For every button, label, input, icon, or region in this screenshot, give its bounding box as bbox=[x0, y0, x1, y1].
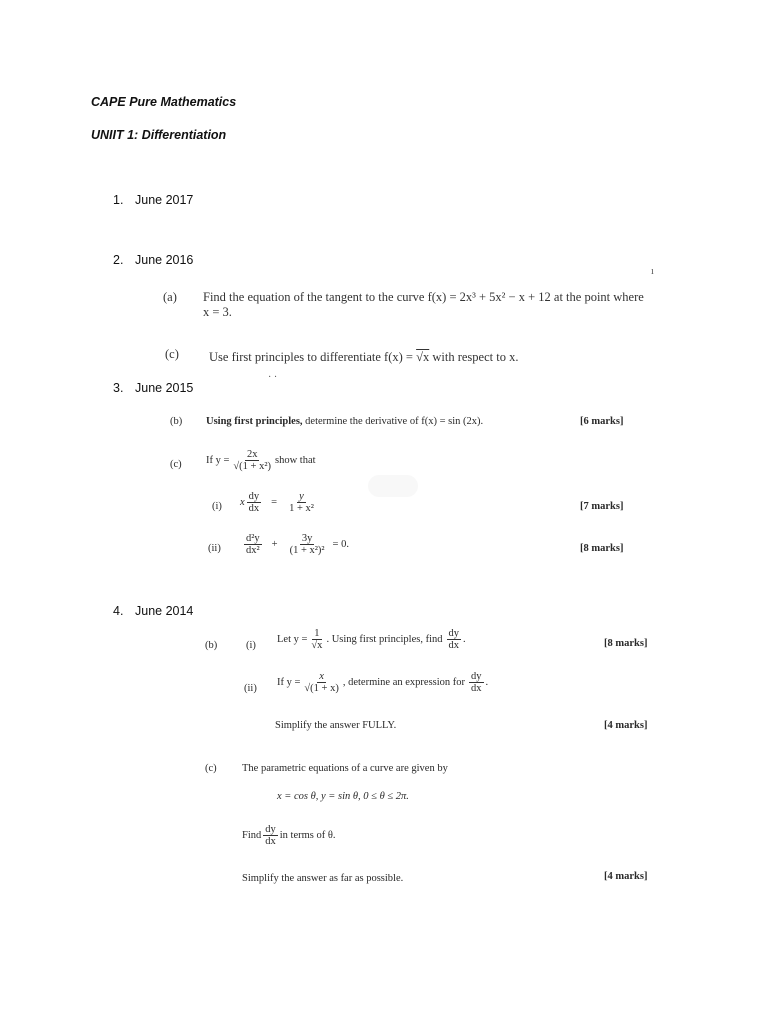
q2015-ci-label: (i) bbox=[212, 501, 222, 512]
q2015-cii-equation bbox=[242, 533, 349, 556]
q2014-c-find-post: in terms of θ. bbox=[279, 830, 336, 842]
fraction-numerator: 1 bbox=[314, 628, 320, 639]
q2014-c-equations: x = cos θ, y = sin θ, 0 ≤ θ ≤ 2π. bbox=[277, 791, 409, 802]
scan-speck: ı bbox=[651, 266, 654, 277]
fraction-denominator: 1 + x² bbox=[289, 503, 314, 515]
q2015-c-show: show that bbox=[275, 455, 316, 467]
q2016-c-pre: Use first principles to differentiate f(x) = bbox=[209, 350, 417, 364]
section-number: 2. bbox=[113, 253, 124, 267]
document-title: CAPE Pure Mathematics bbox=[91, 95, 237, 109]
q2014-bii-if: If y = bbox=[277, 677, 301, 689]
fraction-denominator: dx bbox=[265, 836, 276, 848]
q2014-bi-let: Let y = bbox=[277, 634, 308, 646]
q2015-ci-equation bbox=[240, 491, 318, 514]
q2014-bii-label: (ii) bbox=[244, 683, 257, 694]
scan-smudge bbox=[368, 475, 418, 497]
q2014-c-text: The parametric equations of a curve are given by bbox=[242, 763, 448, 774]
q2014-c-label: (c) bbox=[205, 763, 217, 774]
q2015-b-bold: Using first principles, bbox=[206, 416, 303, 427]
q2014-simplify: Simplify the answer FULLY. bbox=[275, 720, 397, 731]
fraction-numerator: dy bbox=[248, 491, 260, 502]
fraction bbox=[302, 671, 340, 694]
fraction-numerator: dy bbox=[265, 824, 276, 835]
q2016-a-line1: Find the equation of the tangent to the curve f(x) = 2x³ + 5x² − x + 12 at the point where bbox=[203, 290, 644, 304]
section-number: 1. bbox=[113, 193, 124, 207]
q2015-b-text bbox=[206, 416, 483, 427]
q2015-b-rest: determine the derivative of f(x) = sin (2x). bbox=[302, 416, 484, 427]
fraction-denominator: √x bbox=[311, 640, 323, 652]
q2015-b-label: (b) bbox=[170, 416, 183, 427]
fraction-denominator: dx bbox=[448, 640, 460, 652]
q2014-bii-body: , determine an expression for bbox=[342, 677, 466, 689]
fraction-denominator: √(1 + x²) bbox=[233, 461, 271, 473]
fraction-numerator: dy bbox=[471, 671, 482, 682]
q2016-a-label: (a) bbox=[163, 290, 177, 304]
derivative-fraction bbox=[469, 671, 484, 694]
fraction-numerator: dy bbox=[448, 628, 460, 639]
fraction-numerator: x bbox=[319, 671, 324, 682]
fraction bbox=[231, 449, 273, 472]
fraction-numerator: 3y bbox=[301, 533, 313, 544]
period: . bbox=[463, 634, 466, 646]
derivative-fraction bbox=[247, 491, 262, 514]
section-heading-2014 bbox=[113, 604, 193, 618]
section-heading-2015 bbox=[113, 381, 193, 395]
q2016-c-post: with respect to x. bbox=[429, 350, 519, 364]
fraction bbox=[287, 491, 316, 514]
q2015-cii-label: (ii) bbox=[208, 543, 221, 554]
q2016-c-text bbox=[209, 350, 518, 365]
plus-sign: + bbox=[271, 539, 278, 551]
fraction-numerator: y bbox=[299, 491, 304, 502]
q2014-bi-label: (i) bbox=[246, 640, 256, 651]
q2014-bi-text bbox=[277, 628, 466, 651]
q2014-simplify-marks: [4 marks] bbox=[604, 720, 648, 731]
q2015-ci-marks: [7 marks] bbox=[580, 501, 624, 512]
section-label: June 2015 bbox=[135, 381, 194, 395]
section-heading-2016 bbox=[113, 253, 193, 267]
q2015-c-label: (c) bbox=[170, 459, 182, 470]
section-number: 3. bbox=[113, 381, 124, 395]
fraction-denominator: (1 + x²)² bbox=[289, 545, 325, 557]
q2014-c-find-pre: Find bbox=[242, 830, 262, 842]
q2015-b-marks: [6 marks] bbox=[580, 416, 624, 427]
q2015-cii-marks: [8 marks] bbox=[580, 543, 624, 554]
section-label: June 2014 bbox=[135, 604, 194, 618]
equals-zero: = 0. bbox=[332, 539, 349, 551]
period: . bbox=[485, 677, 489, 689]
q2015-c-if: If y = bbox=[206, 455, 230, 467]
derivative-fraction bbox=[244, 533, 262, 556]
q2015-c-stem bbox=[206, 449, 316, 472]
fraction bbox=[309, 628, 324, 651]
q2016-c-root: √x bbox=[416, 350, 430, 364]
q2014-c-marks: [4 marks] bbox=[604, 871, 648, 882]
section-label: June 2016 bbox=[135, 253, 194, 267]
unit-heading: UNIIT 1: Differentiation bbox=[91, 128, 227, 142]
fraction-denominator: dx² bbox=[246, 545, 260, 557]
section-number: 4. bbox=[113, 604, 124, 618]
derivative-fraction bbox=[447, 628, 462, 651]
q2016-a-line2: x = 3. bbox=[203, 305, 232, 319]
fraction-denominator: dx bbox=[471, 683, 482, 695]
equals-sign: = bbox=[271, 497, 278, 509]
q2014-c-find bbox=[242, 824, 336, 847]
q2015-ci-lhs: x bbox=[240, 497, 245, 509]
fraction bbox=[288, 533, 327, 556]
section-heading-2017 bbox=[113, 193, 193, 207]
q2016-c-label: (c) bbox=[165, 347, 179, 361]
q2014-b-label: (b) bbox=[205, 640, 218, 651]
q2014-bi-marks: [8 marks] bbox=[604, 638, 648, 649]
derivative-fraction bbox=[263, 824, 278, 847]
fraction-numerator: d²y bbox=[246, 533, 260, 544]
q2014-bi-body: . Using first principles, find bbox=[326, 634, 443, 646]
fraction-numerator: 2x bbox=[246, 449, 258, 460]
scan-speck: · · bbox=[268, 372, 278, 383]
fraction-denominator: dx bbox=[248, 503, 260, 515]
fraction-denominator: √(1 + x) bbox=[304, 683, 339, 695]
section-label: June 2017 bbox=[135, 193, 194, 207]
q2014-bii-text bbox=[277, 671, 488, 694]
q2014-c-simplify: Simplify the answer as far as possible. bbox=[242, 873, 404, 884]
